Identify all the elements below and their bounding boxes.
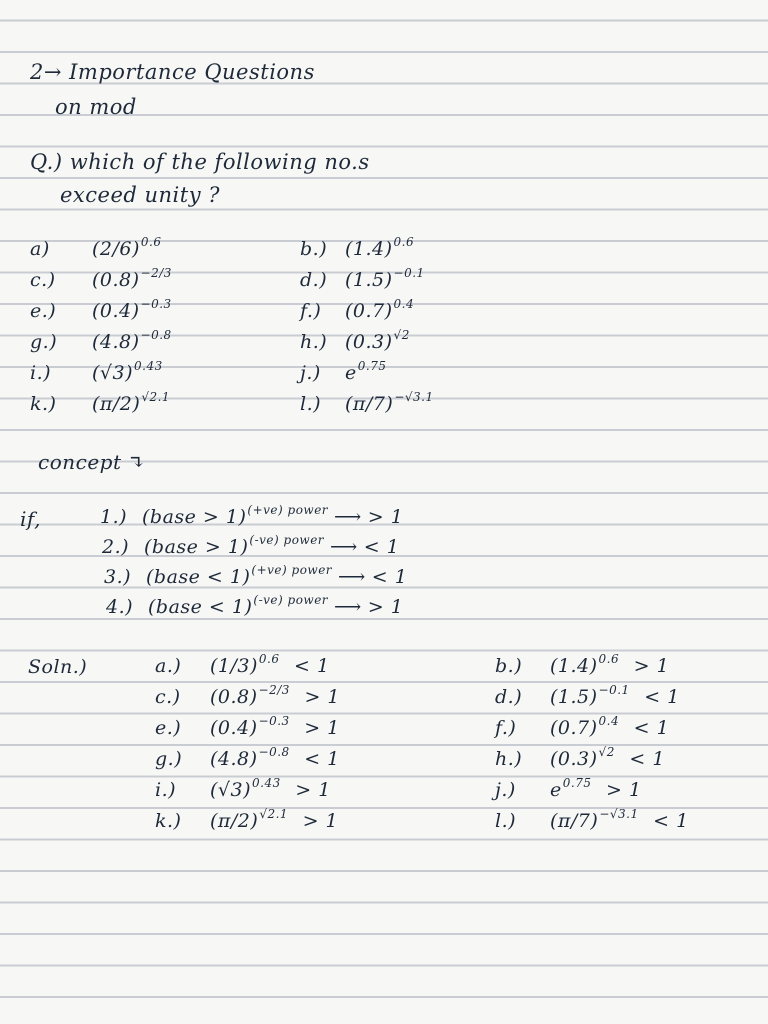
solution-label: d.) <box>495 686 523 708</box>
option-base: e <box>345 362 357 384</box>
solution-base: (0.7) <box>550 717 598 739</box>
solution-label: h.) <box>495 748 523 770</box>
option-label: i.) <box>30 362 52 384</box>
solution-base: (π/2) <box>210 810 259 832</box>
concept-rule <box>104 563 407 588</box>
option-item <box>30 359 163 384</box>
option-label: b.) <box>300 238 328 260</box>
option-exponent: 0.6 <box>140 235 162 249</box>
solution-result: > 1 <box>627 655 670 677</box>
option-label: l.) <box>300 393 322 415</box>
solution-result: < 1 <box>287 655 330 677</box>
option-label: c.) <box>30 269 56 291</box>
solution-label: j.) <box>495 779 516 801</box>
solution-exponent: −√3.1 <box>599 807 639 821</box>
option-item <box>30 297 172 322</box>
rule-base: (base > 1) <box>142 506 247 528</box>
option-label: a) <box>30 238 50 260</box>
option-item <box>300 235 414 260</box>
option-exponent: √2.1 <box>141 390 171 404</box>
rule-power: (-ve) power <box>249 533 325 547</box>
option-base: (0.4) <box>92 300 140 322</box>
option-item <box>300 297 414 322</box>
solution-exponent: 0.4 <box>598 714 620 728</box>
header-line-2: on mod <box>55 95 137 119</box>
solution-exponent: −0.8 <box>258 745 290 759</box>
rule-number: 2.) <box>102 536 130 558</box>
solution-base: (0.8) <box>210 686 258 708</box>
rule-base: (base < 1) <box>146 566 251 588</box>
option-exponent: −0.3 <box>140 297 172 311</box>
option-label: j.) <box>300 362 321 384</box>
solution-base: e <box>550 779 562 801</box>
option-exponent: −2/3 <box>140 266 172 280</box>
solution-exponent: 0.6 <box>598 652 620 666</box>
option-base: (1.5) <box>345 269 393 291</box>
solution-item <box>155 683 340 708</box>
option-label: f.) <box>300 300 322 322</box>
option-base: (1.4) <box>345 238 393 260</box>
option-label: d.) <box>300 269 328 291</box>
arrow-icon: ⟶ <box>334 596 362 618</box>
option-item <box>30 266 172 291</box>
solution-label: i.) <box>155 779 177 801</box>
solution-item <box>155 776 331 801</box>
solution-result: > 1 <box>296 810 339 832</box>
solution-item <box>495 776 642 801</box>
solution-base: (1/3) <box>210 655 258 677</box>
rule-power: (+ve) power <box>251 563 333 577</box>
rule-number: 4.) <box>106 596 134 618</box>
option-base: (0.7) <box>345 300 393 322</box>
arrow-icon: ⟶ <box>330 536 358 558</box>
solution-item <box>495 683 680 708</box>
solution-label: c.) <box>155 686 181 708</box>
solution-exponent: 0.43 <box>252 776 281 790</box>
option-item <box>30 390 170 415</box>
option-exponent: −√3.1 <box>394 390 434 404</box>
option-exponent: √2 <box>393 328 410 342</box>
header-line-1: 2→ Importance Questions <box>30 60 315 84</box>
solution-exponent: √2 <box>598 745 615 759</box>
option-base: (π/7) <box>345 393 394 415</box>
question-line-1: Q.) which of the following no.s <box>30 150 370 174</box>
option-exponent: 0.75 <box>357 359 387 373</box>
concept-rule <box>102 533 399 558</box>
option-base: (4.8) <box>92 331 140 353</box>
option-label: h.) <box>300 331 328 353</box>
option-item <box>300 359 386 384</box>
solution-item <box>495 745 665 770</box>
rule-power: (+ve) power <box>247 503 329 517</box>
rule-base: (base > 1) <box>144 536 249 558</box>
rule-number: 3.) <box>104 566 132 588</box>
solution-base: (1.4) <box>550 655 598 677</box>
solution-label: b.) <box>495 655 523 677</box>
solution-result: < 1 <box>646 810 689 832</box>
solution-exponent: 0.75 <box>562 776 592 790</box>
solution-exponent: √2.1 <box>259 807 289 821</box>
option-item <box>300 266 425 291</box>
solution-item <box>495 807 689 832</box>
solution-item <box>495 714 669 739</box>
option-base: (√3) <box>92 362 134 384</box>
rule-result: > 1 <box>367 506 404 528</box>
option-exponent: −0.8 <box>140 328 172 342</box>
option-label: g.) <box>30 331 58 353</box>
solution-result: > 1 <box>297 717 340 739</box>
solution-base: (0.4) <box>210 717 258 739</box>
option-item <box>300 390 434 415</box>
concept-rule <box>106 593 403 618</box>
option-label: k.) <box>30 393 57 415</box>
solution-result: > 1 <box>297 686 341 708</box>
solution-label: e.) <box>155 717 182 739</box>
option-base: (π/2) <box>92 393 141 415</box>
solution-base: (√3) <box>210 779 252 801</box>
solution-base: (4.8) <box>210 748 258 770</box>
solution-result: < 1 <box>627 717 670 739</box>
arrow-icon: ⟶ <box>338 566 366 588</box>
option-exponent: 0.4 <box>393 297 415 311</box>
rule-result: < 1 <box>371 566 408 588</box>
option-exponent: 0.43 <box>134 359 163 373</box>
solution-label: a.) <box>155 655 182 677</box>
solution-item <box>155 714 340 739</box>
rule-base: (base < 1) <box>148 596 253 618</box>
solution-label: k.) <box>155 810 182 832</box>
solution-exponent: −0.1 <box>598 683 630 697</box>
solution-exponent: 0.6 <box>258 652 280 666</box>
solution-base: (0.3) <box>550 748 598 770</box>
solution-result: < 1 <box>637 686 680 708</box>
option-base: (0.8) <box>92 269 140 291</box>
rule-result: < 1 <box>363 536 400 558</box>
solution-item <box>155 745 340 770</box>
solution-item <box>495 652 669 677</box>
concept-rule <box>100 503 403 528</box>
solution-label: l.) <box>495 810 517 832</box>
arrow-icon: ⟶ <box>334 506 362 528</box>
option-base: (0.3) <box>345 331 393 353</box>
option-exponent: 0.6 <box>393 235 415 249</box>
solution-result: > 1 <box>599 779 642 801</box>
rule-result: > 1 <box>367 596 404 618</box>
solution-item <box>155 807 338 832</box>
option-exponent: −0.1 <box>393 266 425 280</box>
solution-base: (1.5) <box>550 686 598 708</box>
rule-power: (-ve) power <box>253 593 329 607</box>
solution-label: g.) <box>155 748 183 770</box>
option-item <box>300 328 410 353</box>
solution-exponent: −0.3 <box>258 714 290 728</box>
concept-if-label: if, <box>20 507 41 531</box>
option-base: (2/6) <box>92 238 140 260</box>
concept-title: concept ↴ <box>38 450 146 474</box>
option-label: e.) <box>30 300 57 322</box>
solution-result: > 1 <box>288 779 331 801</box>
solution-result: < 1 <box>297 748 340 770</box>
solution-exponent: −2/3 <box>258 683 290 697</box>
option-item <box>30 235 162 260</box>
rule-number: 1.) <box>100 506 128 528</box>
solution-label: Soln.) <box>28 656 88 678</box>
question-line-2: exceed unity ? <box>60 183 221 207</box>
solution-item <box>155 652 330 677</box>
solution-label: f.) <box>495 717 517 739</box>
solution-result: < 1 <box>622 748 665 770</box>
option-item <box>30 328 172 353</box>
solution-base: (π/7) <box>550 810 599 832</box>
